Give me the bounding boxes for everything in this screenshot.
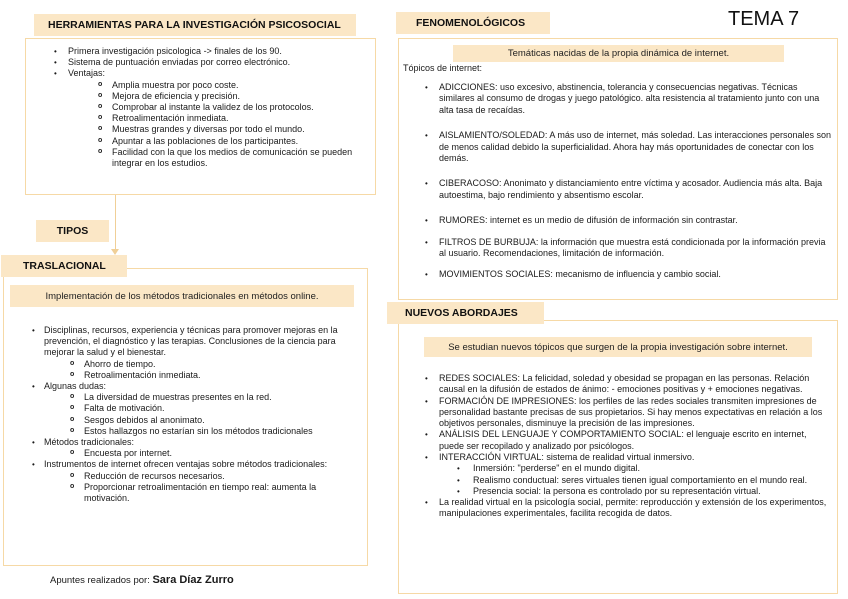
list-item: • Presencia social: la persona es controlado por su representación virtual. — [423, 486, 833, 497]
list-item: o Proporcionar retroalimentación en tiempo real: aumenta la motivación. — [62, 482, 360, 504]
traslacional-list — [30, 325, 360, 504]
traslacional-band — [10, 285, 354, 307]
fenomenologicos-header — [396, 12, 550, 34]
list-item: o Apuntar a las poblaciones de los participantes. — [90, 136, 372, 147]
list-item: o Muestras grandes y diversas por todo el mundo. — [90, 124, 372, 135]
herramientas-header — [34, 14, 356, 36]
list-item — [30, 325, 360, 381]
connector-line — [115, 195, 116, 252]
footer-prefix: Apuntes realizados por: — [50, 575, 153, 586]
tipos-label: TIPOS — [56, 225, 89, 237]
list-item-text: INTERACCIÓN VIRTUAL: sistema de realidad virtual inmersivo. — [439, 452, 695, 463]
list-item: • ANÁLISIS DEL LENGUAJE Y COMPORTAMIENTO SOCIAL: el lenguaje escrito en internet, puede ser recopilado y analizado por psicólogos. — [423, 429, 833, 452]
list-item: • Inmersión: "perderse" en el mundo digital. — [423, 463, 833, 474]
nuevos-band — [424, 337, 812, 357]
fenomenologicos-list — [423, 82, 833, 295]
herramientas-title: HERRAMIENTAS PARA LA INVESTIGACIÓN PSICOSOCIAL — [48, 19, 341, 31]
list-item: • ADICCIONES: uso excesivo, abstinencia, tolerancia y consecuencias negativas. Técnicas similares al consumo de drogas y juego patológico. alta resistencia al tratamiento junto con una alta tasa de recaídas. — [423, 82, 833, 116]
list-item-text: Métodos tradicionales: — [44, 437, 135, 448]
list-item-text: Algunas dudas: — [44, 381, 107, 392]
list-item: • FILTROS DE BURBUJA: la información que muestra está condicionada por la información previa al usuario. Recomendaciones, limitación de información. — [423, 237, 833, 260]
list-item-text: Disciplinas, recursos, experiencia y técnicas para promover mejoras en la prevención, el diagnóstico y las terapias. Conclusiones de la ciencia para mejorar la salud y el bienestar. — [44, 325, 338, 358]
traslacional-title: TRASLACIONAL — [23, 260, 106, 272]
topicos-label: Tópicos de internet: — [403, 63, 483, 73]
fenomenologicos-band — [453, 45, 784, 62]
list-item — [30, 381, 360, 437]
list-item: • FORMACIÓN DE IMPRESIONES: los perfiles de las redes sociales transmiten impresiones de personalidad bastante precisas de sus propietarios. Si hay menos expectativas en relación a los objetivos personales, disminuye la precisión de las impresiones. — [423, 396, 833, 430]
footer-credit — [50, 574, 234, 586]
list-item-text: Instrumentos de internet ofrecen ventajas sobre métodos tradicionales: — [44, 459, 328, 470]
nuevos-header — [387, 302, 544, 324]
list-item: • La realidad virtual en la psicología social, permite: reproducción y extensión de los experimentos, manipulaciones experimentales, facilita recogida de datos. — [423, 497, 833, 520]
nuevos-list — [423, 373, 833, 520]
page-title: TEMA 7 — [728, 8, 800, 30]
list-item — [30, 459, 360, 504]
list-item: o Mejora de eficiencia y precisión. — [90, 91, 372, 102]
list-item: • Primera investigación psicologica -> finales de los 90. — [52, 46, 372, 57]
list-item: o Retroalimentación inmediata. — [62, 370, 360, 381]
ventajas-label: Ventajas: — [68, 68, 106, 79]
list-item: o Ahorro de tiempo. — [62, 359, 360, 370]
list-item: o Comprobar al instante la validez de los protocolos. — [90, 102, 372, 113]
list-item: • REDES SOCIALES: La felicidad, soledad y obesidad se propagan en las personas. Relación causal en la difusión de estados de ánimo: - emociones positivas y + emociones negativas. — [423, 373, 833, 396]
list-item: o Reducción de recursos necesarios. — [62, 471, 360, 482]
fenomenologicos-band-text: Temáticas nacidas de la propia dinámica de internet. — [507, 48, 730, 59]
list-item: • RUMORES: internet es un medio de difusión de información sin contrastar. — [423, 215, 833, 226]
list-item: o Retroalimentación inmediata. — [90, 113, 372, 124]
list-item: o La diversidad de muestras presentes en la red. — [62, 392, 360, 403]
nuevos-title: NUEVOS ABORDAJES — [405, 307, 518, 319]
list-item: o Encuesta por internet. — [62, 448, 360, 459]
footer-author: Sara Díaz Zurro — [152, 574, 234, 586]
list-item: o Sesgos debidos al anonimato. — [62, 415, 360, 426]
list-item — [30, 437, 360, 459]
list-item: o Falta de motivación. — [62, 403, 360, 414]
list-item: • Sistema de puntuación enviadas por correo electrónico. — [52, 57, 372, 68]
list-item: o Amplia muestra por poco coste. — [90, 80, 372, 91]
list-item: o Estos hallazgos no estarían sin los métodos tradicionales — [62, 426, 360, 437]
list-item — [52, 68, 372, 169]
traslacional-band-text: Implementación de los métodos tradicionales en métodos online. — [45, 290, 319, 302]
list-item — [423, 452, 833, 497]
traslacional-header — [1, 255, 127, 277]
list-item: • MOVIMIENTOS SOCIALES: mecanismo de influencia y cambio social. — [423, 269, 833, 280]
nuevos-band-text: Se estudian nuevos tópicos que surgen de la propia investigación sobre internet. — [448, 341, 788, 353]
fenomenologicos-title: FENOMENOLÓGICOS — [416, 17, 526, 29]
list-item: • Realismo conductual: seres virtuales tienen igual comportamiento en el mundo real. — [423, 475, 833, 486]
list-item: • CIBERACOSO: Anonimato y distanciamiento entre víctima y acosador. Audiencia más alta. Baja autoestima, bajo rendimiento y absentismo escolar. — [423, 178, 833, 201]
list-item: • AISLAMIENTO/SOLEDAD: A más uso de internet, más soledad. Las interacciones personales son de menos calidad debido la superficialidad. Ahora hay más oportunidades de conectar con los demás. — [423, 130, 833, 164]
herramientas-list — [52, 46, 372, 169]
tipos-header — [36, 220, 109, 242]
list-item: o Facilidad con la que los medios de comunicación se pueden integrar en los estudios. — [90, 147, 372, 169]
